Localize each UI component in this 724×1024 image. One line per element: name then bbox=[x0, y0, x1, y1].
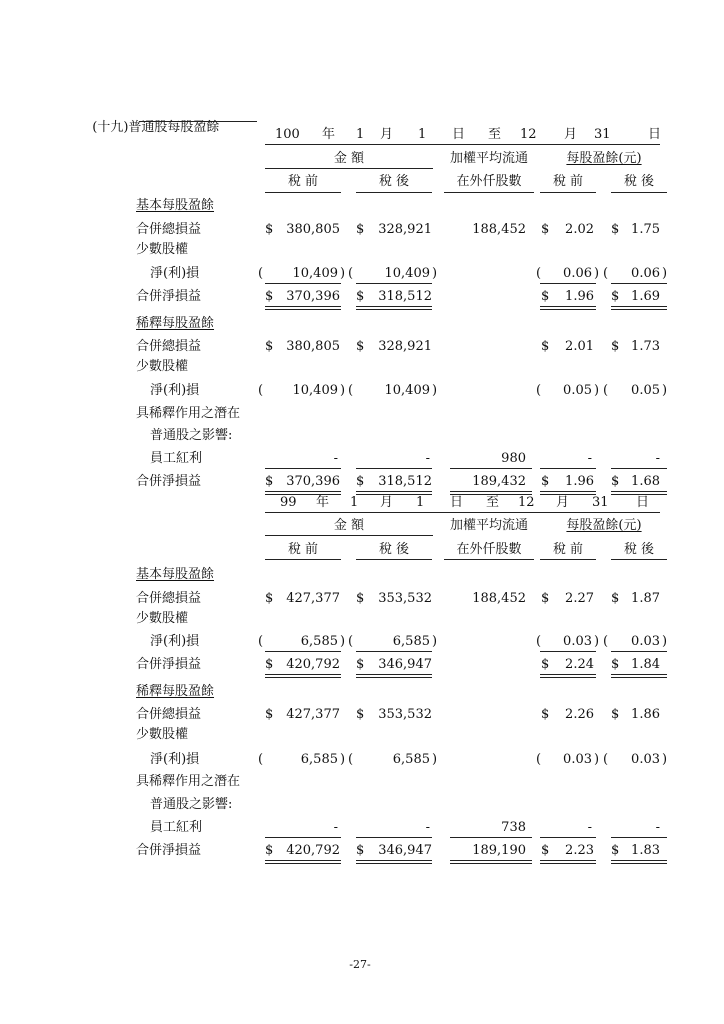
total-double-rule bbox=[540, 860, 596, 864]
subtotal-rule bbox=[265, 651, 341, 652]
total-double-rule bbox=[356, 860, 432, 864]
header-rule-3 bbox=[444, 559, 534, 560]
period-rule bbox=[265, 144, 660, 145]
header-pre-tax: 稅 前 bbox=[287, 174, 319, 189]
cell-value: 0.06 bbox=[563, 266, 592, 281]
cell-value: 738 bbox=[501, 820, 526, 835]
dollar-sign: $ bbox=[541, 707, 550, 722]
basic-eps-title: 基本每股盈餘 bbox=[136, 567, 215, 582]
subtotal-rule bbox=[540, 468, 596, 469]
section-title-underline bbox=[139, 121, 257, 122]
dollar-sign: $ bbox=[356, 657, 365, 672]
row-label: 少數股權 bbox=[136, 611, 189, 626]
paren-open: ( bbox=[536, 383, 542, 398]
cell-value: 1.86 bbox=[631, 707, 660, 722]
cell-value: 6,585 bbox=[392, 752, 430, 767]
header-amount: 金 額 bbox=[333, 151, 365, 166]
total-double-rule bbox=[540, 674, 596, 678]
page-number: -27- bbox=[349, 958, 371, 971]
period-month-char2: 月 bbox=[564, 127, 578, 142]
section-title bbox=[84, 104, 219, 136]
row-label: 少數股權 bbox=[136, 359, 189, 374]
cell-value: 427,377 bbox=[286, 591, 340, 606]
period-year-char: 年 bbox=[322, 127, 336, 142]
paren-close: ) bbox=[340, 383, 346, 398]
paren-close: ) bbox=[662, 383, 668, 398]
dollar-sign: $ bbox=[611, 222, 620, 237]
total-double-rule bbox=[265, 491, 341, 495]
paren-open: ( bbox=[603, 266, 609, 281]
period-month-char1: 月 bbox=[380, 127, 394, 142]
header-weighted: 加權平均流通 bbox=[449, 518, 528, 533]
period-rule bbox=[265, 512, 660, 513]
header-rule-5 bbox=[611, 559, 667, 560]
cell-value: - bbox=[333, 451, 338, 466]
subtotal-rule bbox=[356, 837, 432, 838]
row-label: 具稀釋作用之潛在 bbox=[136, 774, 241, 789]
total-double-rule bbox=[611, 674, 667, 678]
dollar-sign: $ bbox=[356, 474, 365, 489]
row-label: 合併淨損益 bbox=[136, 657, 202, 672]
dollar-sign: $ bbox=[541, 289, 550, 304]
cell-value: 1.84 bbox=[631, 657, 660, 672]
paren-open: ( bbox=[603, 634, 609, 649]
cell-value: - bbox=[655, 451, 660, 466]
dollar-sign: $ bbox=[611, 591, 620, 606]
dollar-sign: $ bbox=[265, 474, 274, 489]
header-outstanding: 在外仟股數 bbox=[456, 174, 522, 189]
dollar-sign: $ bbox=[356, 339, 365, 354]
header-rule-2 bbox=[356, 559, 432, 560]
total-double-rule bbox=[611, 306, 667, 310]
period-day2: 31 bbox=[594, 127, 611, 142]
paren-close: ) bbox=[340, 634, 346, 649]
subtotal-rule bbox=[265, 468, 341, 469]
paren-open: ( bbox=[348, 752, 354, 767]
paren-close: ) bbox=[594, 752, 600, 767]
basic-eps-title: 基本每股盈餘 bbox=[136, 198, 215, 213]
paren-close: ) bbox=[662, 266, 668, 281]
header-post-tax: 稅 後 bbox=[378, 542, 410, 557]
cell-value: - bbox=[655, 820, 660, 835]
subtotal-rule bbox=[356, 283, 432, 284]
header-rule-1 bbox=[265, 559, 341, 560]
section-title-text: (十九)普通股每股盈餘 bbox=[92, 120, 220, 135]
paren-close: ) bbox=[432, 634, 438, 649]
cell-value: 370,396 bbox=[286, 289, 340, 304]
dollar-sign: $ bbox=[356, 591, 365, 606]
total-double-rule bbox=[356, 306, 432, 310]
header-rule-1 bbox=[265, 192, 341, 193]
paren-close: ) bbox=[594, 266, 600, 281]
diluted-eps-title: 稀釋每股盈餘 bbox=[136, 684, 215, 699]
cell-value: 10,409 bbox=[292, 383, 338, 398]
paren-close: ) bbox=[594, 383, 600, 398]
subtotal-rule bbox=[265, 837, 341, 838]
paren-open: ( bbox=[603, 752, 609, 767]
subtotal-rule bbox=[356, 468, 432, 469]
cell-value: 1.87 bbox=[631, 591, 660, 606]
paren-open: ( bbox=[348, 383, 354, 398]
period-day-char1: 日 bbox=[452, 127, 466, 142]
cell-value: 2.26 bbox=[565, 707, 594, 722]
dollar-sign: $ bbox=[611, 657, 620, 672]
paren-open: ( bbox=[258, 634, 264, 649]
cell-value: 370,396 bbox=[286, 474, 340, 489]
header-post-tax: 稅 後 bbox=[378, 174, 410, 189]
period-month2: 12 bbox=[520, 127, 537, 142]
cell-value: 0.06 bbox=[631, 266, 660, 281]
subtotal-rule bbox=[265, 283, 341, 284]
cell-value: 318,512 bbox=[378, 474, 432, 489]
header-eps-pre: 稅 前 bbox=[552, 542, 584, 557]
cell-value: 0.03 bbox=[563, 634, 592, 649]
cell-value: - bbox=[425, 820, 430, 835]
row-label: 少數股權 bbox=[136, 727, 189, 742]
dollar-sign: $ bbox=[265, 339, 274, 354]
subtotal-rule bbox=[356, 651, 432, 652]
total-double-rule bbox=[265, 860, 341, 864]
header-amount-rule bbox=[265, 535, 433, 536]
row-label: 員工紅利 bbox=[150, 451, 203, 466]
dollar-sign: $ bbox=[611, 707, 620, 722]
header-rule-5 bbox=[611, 192, 667, 193]
dollar-sign: $ bbox=[265, 657, 274, 672]
subtotal-rule bbox=[611, 468, 667, 469]
cell-value: 188,452 bbox=[472, 222, 526, 237]
cell-value: 1.75 bbox=[631, 222, 660, 237]
dollar-sign: $ bbox=[611, 289, 620, 304]
header-rule-2 bbox=[356, 192, 432, 193]
row-label: 合併總損益 bbox=[136, 222, 202, 237]
cell-value: 420,792 bbox=[286, 657, 340, 672]
header-rule-4 bbox=[540, 559, 596, 560]
cell-value: 0.05 bbox=[563, 383, 592, 398]
header-eps-post: 稅 後 bbox=[623, 174, 655, 189]
cell-value: 427,377 bbox=[286, 707, 340, 722]
cell-value: 1.96 bbox=[565, 474, 594, 489]
row-label: 普通股之影響: bbox=[150, 428, 233, 443]
cell-value: 6,585 bbox=[300, 634, 338, 649]
dollar-sign: $ bbox=[611, 474, 620, 489]
cell-value: - bbox=[333, 820, 338, 835]
period-year: 100 bbox=[275, 127, 300, 142]
row-label: 少數股權 bbox=[136, 242, 189, 257]
total-double-rule bbox=[540, 306, 596, 310]
paren-close: ) bbox=[662, 752, 668, 767]
header-weighted: 加權平均流通 bbox=[449, 151, 528, 166]
cell-value: - bbox=[587, 451, 592, 466]
row-label: 員工紅利 bbox=[150, 820, 203, 835]
total-double-rule bbox=[611, 860, 667, 864]
dollar-sign: $ bbox=[541, 222, 550, 237]
row-label: 淨(利)損 bbox=[150, 752, 200, 767]
header-amount: 金 額 bbox=[333, 518, 365, 533]
header-eps: 每股盈餘(元) bbox=[566, 518, 642, 533]
paren-close: ) bbox=[340, 266, 346, 281]
cell-value: 6,585 bbox=[392, 634, 430, 649]
dollar-sign: $ bbox=[265, 591, 274, 606]
total-double-rule bbox=[356, 674, 432, 678]
cell-value: 1.69 bbox=[631, 289, 660, 304]
cell-value: 318,512 bbox=[378, 289, 432, 304]
period-to: 至 bbox=[486, 495, 500, 510]
paren-open: ( bbox=[536, 634, 542, 649]
cell-value: 1.83 bbox=[631, 843, 660, 858]
subtotal-rule bbox=[540, 283, 596, 284]
dollar-sign: $ bbox=[611, 339, 620, 354]
cell-value: 2.23 bbox=[565, 843, 594, 858]
cell-value: 10,409 bbox=[384, 266, 430, 281]
row-label: 淨(利)損 bbox=[150, 634, 200, 649]
period-day-char2: 日 bbox=[636, 495, 650, 510]
cell-value: 1.96 bbox=[565, 289, 594, 304]
dollar-sign: $ bbox=[356, 843, 365, 858]
cell-value: 353,532 bbox=[378, 591, 432, 606]
header-eps-post: 稅 後 bbox=[623, 542, 655, 557]
cell-value: 2.01 bbox=[565, 339, 594, 354]
subtotal-rule bbox=[450, 837, 532, 838]
dollar-sign: $ bbox=[356, 289, 365, 304]
cell-value: 346,947 bbox=[378, 657, 432, 672]
row-label: 合併淨損益 bbox=[136, 843, 202, 858]
row-label: 合併淨損益 bbox=[136, 289, 202, 304]
period-day2: 31 bbox=[592, 495, 609, 510]
cell-value: 10,409 bbox=[384, 383, 430, 398]
paren-open: ( bbox=[536, 266, 542, 281]
subtotal-rule bbox=[611, 651, 667, 652]
period-month1: 1 bbox=[356, 127, 365, 142]
subtotal-rule bbox=[611, 283, 667, 284]
subtotal-rule bbox=[611, 837, 667, 838]
paren-open: ( bbox=[603, 383, 609, 398]
paren-open: ( bbox=[258, 266, 264, 281]
row-label: 淨(利)損 bbox=[150, 383, 200, 398]
paren-open: ( bbox=[258, 752, 264, 767]
paren-close: ) bbox=[662, 634, 668, 649]
dollar-sign: $ bbox=[541, 591, 550, 606]
header-rule-4 bbox=[540, 192, 596, 193]
header-pre-tax: 稅 前 bbox=[287, 542, 319, 557]
cell-value: 980 bbox=[501, 451, 526, 466]
cell-value: 6,585 bbox=[300, 752, 338, 767]
cell-value: 420,792 bbox=[286, 843, 340, 858]
row-label: 普通股之影響: bbox=[150, 797, 233, 812]
period-month-char2: 月 bbox=[556, 495, 570, 510]
cell-value: 1.68 bbox=[631, 474, 660, 489]
total-double-rule bbox=[265, 306, 341, 310]
dollar-sign: $ bbox=[265, 843, 274, 858]
period-month-char1: 月 bbox=[380, 495, 394, 510]
row-label: 合併淨損益 bbox=[136, 474, 202, 489]
paren-close: ) bbox=[340, 752, 346, 767]
cell-value: 189,190 bbox=[472, 843, 526, 858]
paren-open: ( bbox=[536, 752, 542, 767]
subtotal-rule bbox=[540, 837, 596, 838]
total-double-rule bbox=[450, 860, 532, 864]
dollar-sign: $ bbox=[541, 474, 550, 489]
period-year: 99 bbox=[280, 495, 297, 510]
paren-close: ) bbox=[432, 383, 438, 398]
dollar-sign: $ bbox=[265, 222, 274, 237]
paren-open: ( bbox=[258, 383, 264, 398]
period-day-char1: 日 bbox=[450, 495, 464, 510]
dollar-sign: $ bbox=[541, 657, 550, 672]
cell-value: 380,805 bbox=[286, 222, 340, 237]
dollar-sign: $ bbox=[356, 222, 365, 237]
cell-value: 380,805 bbox=[286, 339, 340, 354]
dollar-sign: $ bbox=[356, 707, 365, 722]
period-day1: 1 bbox=[418, 127, 427, 142]
paren-close: ) bbox=[432, 752, 438, 767]
paren-close: ) bbox=[432, 266, 438, 281]
cell-value: 2.27 bbox=[565, 591, 594, 606]
period-to: 至 bbox=[488, 127, 502, 142]
cell-value: 188,452 bbox=[472, 591, 526, 606]
period-month1: 1 bbox=[350, 495, 359, 510]
cell-value: 10,409 bbox=[292, 266, 338, 281]
diluted-eps-title: 稀釋每股盈餘 bbox=[136, 316, 215, 331]
cell-value: 328,921 bbox=[378, 339, 432, 354]
paren-open: ( bbox=[348, 266, 354, 281]
cell-value: 0.03 bbox=[563, 752, 592, 767]
dollar-sign: $ bbox=[265, 289, 274, 304]
row-label: 具稀釋作用之潛在 bbox=[136, 406, 241, 421]
cell-value: 0.05 bbox=[631, 383, 660, 398]
cell-value: 1.73 bbox=[631, 339, 660, 354]
subtotal-rule bbox=[540, 651, 596, 652]
period-year-char: 年 bbox=[316, 495, 330, 510]
cell-value: 0.03 bbox=[631, 634, 660, 649]
header-eps: 每股盈餘(元) bbox=[566, 151, 642, 166]
row-label: 合併總損益 bbox=[136, 339, 202, 354]
header-eps-pre: 稅 前 bbox=[552, 174, 584, 189]
cell-value: - bbox=[425, 451, 430, 466]
header-outstanding: 在外仟股數 bbox=[456, 542, 522, 557]
dollar-sign: $ bbox=[541, 339, 550, 354]
paren-open: ( bbox=[348, 634, 354, 649]
dollar-sign: $ bbox=[265, 707, 274, 722]
cell-value: 0.03 bbox=[631, 752, 660, 767]
cell-value: 353,532 bbox=[378, 707, 432, 722]
cell-value: 189,432 bbox=[472, 474, 526, 489]
cell-value: 346,947 bbox=[378, 843, 432, 858]
dollar-sign: $ bbox=[541, 843, 550, 858]
paren-close: ) bbox=[594, 634, 600, 649]
row-label: 合併總損益 bbox=[136, 707, 202, 722]
cell-value: 328,921 bbox=[378, 222, 432, 237]
row-label: 合併總損益 bbox=[136, 591, 202, 606]
period-day-char2: 日 bbox=[648, 127, 662, 142]
subtotal-rule bbox=[450, 468, 532, 469]
dollar-sign: $ bbox=[611, 843, 620, 858]
cell-value: 2.24 bbox=[565, 657, 594, 672]
header-rule-3 bbox=[444, 192, 534, 193]
cell-value: - bbox=[587, 820, 592, 835]
cell-value: 2.02 bbox=[565, 222, 594, 237]
period-day1: 1 bbox=[416, 495, 425, 510]
row-label: 淨(利)損 bbox=[150, 266, 200, 281]
period-month2: 12 bbox=[518, 495, 535, 510]
header-amount-rule bbox=[265, 168, 433, 169]
total-double-rule bbox=[265, 674, 341, 678]
